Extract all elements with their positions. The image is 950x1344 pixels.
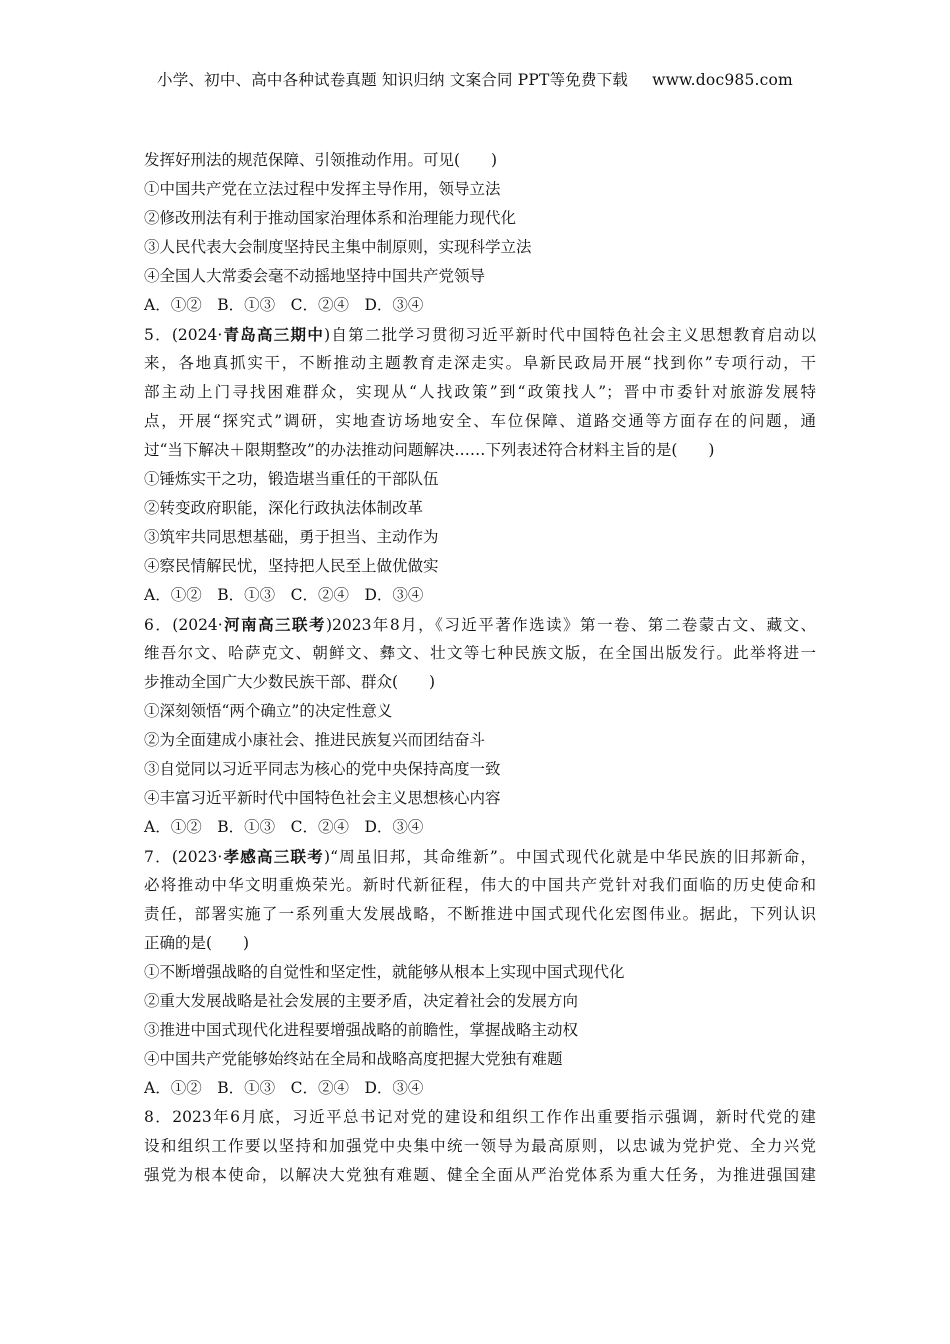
question-stem-line: 7．(2023·孝感高三联考)“周虽旧邦，其命维新”。中国式现代化就是中华民族的旧邦新命， — [144, 847, 816, 866]
header-promo-text: 小学、初中、高中各种试卷真题 知识归纳 文案合同 PPT等免费下载 — [157, 71, 629, 89]
question-stem-line: 发挥好刑法的规范保障、引领推动作用。可见( ) — [144, 151, 498, 169]
question-8 — [144, 1103, 816, 1190]
question-source: (2024·河南高三联考) — [172, 615, 333, 634]
question-6 — [144, 610, 816, 842]
question-5 — [144, 320, 816, 610]
question-source: (2023·孝感高三联考) — [171, 847, 331, 866]
choice-item: ④中国共产党能够始终站在全局和战略高度把握大党独有难题 — [144, 1050, 563, 1068]
choice-item: ③人民代表大会制度坚持民主集中制原则，实现科学立法 — [144, 238, 532, 256]
question-number: 6． — [144, 616, 173, 634]
question-source: (2024·青岛高三期中) — [171, 325, 331, 344]
choice-item: ②修改刑法有利于推动国家治理体系和治理能力现代化 — [144, 209, 517, 227]
choice-item: ④全国人大常委会毫不动摇地坚持中国共产党领导 — [144, 267, 486, 285]
question-stem-line: 6．(2024·河南高三联考)2023年8月，《习近平著作选读》第一卷、第二卷蒙古文、藏文、 — [144, 615, 816, 634]
question-stem-line: 强党为根本使命，以解决大党独有难题、健全全面从严治党体系为重大任务，为推进强国建 — [144, 1166, 816, 1184]
choice-item: ④察民情解民忧，坚持把人民至上做优做实 — [144, 557, 439, 575]
question-stem-line: 过“当下解决＋限期整改”的办法推动问题解决……下列表述符合材料主旨的是( ) — [144, 441, 715, 459]
question-number: 8． — [144, 1108, 173, 1126]
question-stem-line: 点，开展“探究式”调研，实地查访场地安全、车位保障、道路交通等方面存在的问题，通 — [144, 412, 816, 430]
question-stem-line: 来，各地真抓实干，不断推动主题教育走深走实。阜新民政局开展“找到你”专项行动，干 — [144, 354, 816, 372]
page-header — [0, 68, 950, 90]
choice-item: ①中国共产党在立法过程中发挥主导作用，领导立法 — [144, 180, 501, 198]
question-stem-line: 正确的是( ) — [144, 934, 250, 952]
question-stem-line: 必将推动中华文明重焕荣光。新时代新征程，伟大的中国共产党针对我们面临的历史使命和 — [144, 876, 816, 894]
question-number: 5． — [144, 326, 172, 344]
question-stem-line: 步推动全国广大少数民族干部、群众( ) — [144, 673, 436, 691]
choice-item: ②重大发展战略是社会发展的主要矛盾，决定着社会的发展方向 — [144, 992, 579, 1010]
choice-item: ①深刻领悟“两个确立”的决定性意义 — [144, 702, 393, 720]
answer-options: A．①② B．①③ C．②④ D．③④ — [144, 1079, 424, 1097]
choice-item: ②为全面建成小康社会、推进民族复兴而团结奋斗 — [144, 731, 486, 749]
question-stem-line: 5．(2024·青岛高三期中)自第二批学习贯彻习近平新时代中国特色社会主义思想教育启动以 — [144, 325, 816, 344]
choice-item: ③推进中国式现代化进程要增强战略的前瞻性，掌握战略主动权 — [144, 1021, 579, 1039]
choice-item: ②转变政府职能，深化行政执法体制改革 — [144, 499, 424, 517]
document-body — [144, 146, 816, 1190]
header-site-url: www.doc985.com — [652, 71, 793, 89]
choice-item: ④丰富习近平新时代中国特色社会主义思想核心内容 — [144, 789, 501, 807]
question-stem-line: 部主动上门寻找困难群众，实现从“人找政策”到“政策找人”；晋中市委针对旅游发展特 — [144, 383, 816, 401]
answer-options: A．①② B．①③ C．②④ D．③④ — [144, 818, 424, 836]
choice-item: ①锤炼实干之功，锻造堪当重任的干部队伍 — [144, 470, 439, 488]
choice-item: ①不断增强战略的自觉性和坚定性，就能够从根本上实现中国式现代化 — [144, 963, 625, 981]
question-stem-line: 责任，部署实施了一系列重大发展战略，不断推进中国式现代化宏图伟业。据此，下列认识 — [144, 905, 816, 923]
question-number: 7． — [144, 848, 172, 866]
question-4-tail — [144, 146, 816, 320]
choice-item: ③自觉同以习近平同志为核心的党中央保持高度一致 — [144, 760, 501, 778]
question-stem-line: 8．2023年6月底，习近平总书记对党的建设和组织工作作出重要指示强调，新时代党的建 — [144, 1108, 816, 1126]
question-stem-line: 设和组织工作要以坚持和加强党中央集中统一领导为最高原则，以忠诚为党护党、全力兴党 — [144, 1137, 816, 1155]
question-stem-line: 维吾尔文、哈萨克文、朝鲜文、彝文、壮文等七种民族文版，在全国出版发行。此举将进一 — [144, 644, 816, 662]
answer-options: A．①② B．①③ C．②④ D．③④ — [144, 586, 424, 604]
question-7 — [144, 842, 816, 1103]
choice-item: ③筑牢共同思想基础，勇于担当、主动作为 — [144, 528, 439, 546]
answer-options: A．①② B．①③ C．②④ D．③④ — [144, 296, 424, 314]
